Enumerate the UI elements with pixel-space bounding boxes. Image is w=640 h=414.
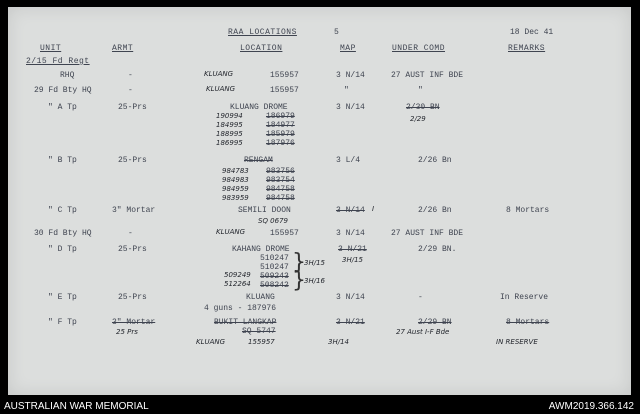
- unit-e-tp: " E Tp: [48, 293, 77, 302]
- ref-hw-b-1: 984783: [222, 167, 249, 175]
- ref-hw-a-2: 184995: [216, 121, 243, 129]
- comd-rhq: 27 AUST INF BDE: [391, 71, 464, 80]
- ref-b-3: 984758: [266, 185, 295, 194]
- loc-ref-30-bty: 155957: [270, 229, 299, 238]
- unit-a-tp: " A Tp: [48, 103, 77, 112]
- loc2-e-tp: 4 guns - 187976: [204, 304, 277, 313]
- ref-hw-d-1: 509249: [224, 271, 251, 279]
- ref-hw-b-3: 984959: [222, 185, 249, 193]
- page-number: 5: [334, 28, 339, 37]
- map-f-tp: 3 N/21: [336, 318, 365, 327]
- ref-hw-b-2: 984983: [222, 176, 249, 184]
- header-map: MAP: [340, 44, 356, 53]
- header-remarks: REMARKS: [508, 44, 546, 53]
- loc-ref-29-bty: 155957: [270, 86, 299, 95]
- ref-d-2: 510247: [260, 263, 289, 272]
- remarks-f-tp: 8 Mortars: [506, 318, 550, 327]
- header-location: LOCATION: [240, 44, 283, 53]
- ref-hw-a-1: 190994: [216, 112, 243, 120]
- armt-c-tp: 3" Mortar: [112, 206, 156, 215]
- comd-b-tp: 2/26 Bn: [418, 156, 452, 165]
- armt-d-tp: 25-Prs: [118, 245, 147, 254]
- loc-f-tp: BUKIT LANGKAP: [214, 318, 277, 327]
- armt-hw-f-tp: 25 Prs: [116, 328, 138, 336]
- map-d-tp: 3 N/21: [338, 245, 367, 254]
- armt-29-bty: -: [128, 86, 133, 95]
- document-page: [8, 7, 631, 395]
- loc-b-tp: RENGAM: [244, 156, 273, 165]
- loc-hw-29-bty: KLUANG: [206, 85, 236, 93]
- loc-hw-rhq: KLUANG: [204, 70, 234, 78]
- brace-1: }: [292, 250, 306, 275]
- header-armt: ARMT: [112, 44, 134, 53]
- remarks-e-tp: In Reserve: [500, 293, 549, 302]
- map-hw-c-tp: I: [372, 205, 375, 213]
- map-rhq: 3 N/14: [336, 71, 365, 80]
- ref-b-1: 983756: [266, 167, 295, 176]
- ref-a-3: 185979: [266, 130, 295, 139]
- footer-accession: AWM2019.366.142: [548, 401, 634, 412]
- ref-d-4: 508242: [260, 281, 289, 290]
- doc-title: RAA LOCATIONS: [228, 28, 297, 37]
- armt-30-bty: -: [128, 229, 133, 238]
- comd-a-tp: 2/30 BN: [406, 103, 440, 112]
- map-29-bty: ": [344, 86, 349, 95]
- remarks-hw-final: IN RESERVE: [496, 338, 538, 346]
- map-hw-final: 3H/14: [328, 338, 349, 346]
- unit-rhq: RHQ: [60, 71, 75, 80]
- unit-30-bty: 30 Fd Bty HQ: [34, 229, 92, 238]
- remarks-c-tp: 8 Mortars: [506, 206, 550, 215]
- ref-a-4: 187976: [266, 139, 295, 148]
- loc-c-tp: SEMILI DOON: [238, 206, 291, 215]
- comd-c-tp: 2/26 Bn: [418, 206, 452, 215]
- loc-ref-hw-final: 155957: [248, 338, 275, 346]
- loc-ref-rhq: 155957: [270, 71, 299, 80]
- map-30-bty: 3 N/14: [336, 229, 365, 238]
- loc-a-tp: KLUANG DROME: [230, 103, 288, 112]
- armt-e-tp: 25-Prs: [118, 293, 147, 302]
- footer-bar: [0, 399, 640, 414]
- comd-e-tp: -: [418, 293, 423, 302]
- unit-f-tp: " F Tp: [48, 318, 77, 327]
- map-a-tp: 3 N/14: [336, 103, 365, 112]
- unit-d-tp: " D Tp: [48, 245, 77, 254]
- map-e-tp: 3 N/14: [336, 293, 365, 302]
- loc-ref-f-tp: SQ 5747: [242, 327, 276, 336]
- comd-hw-a-tp: 2/29: [410, 115, 426, 123]
- loc-ref-c-tp: SQ 0679: [258, 217, 288, 225]
- unit-b-tp: " B Tp: [48, 156, 77, 165]
- loc-d-tp: KAHANG DROME: [232, 245, 290, 254]
- header-under-comd: UNDER COMD: [392, 44, 446, 53]
- unit-regt: 2/15 Fd Regt: [26, 57, 90, 66]
- ref-d-1: 510247: [260, 254, 289, 263]
- ref-hw-b-4: 983959: [222, 194, 249, 202]
- ref-b-2: 983754: [266, 176, 295, 185]
- ref-b-4: 984758: [266, 194, 295, 203]
- ref-hw-a-4: 186995: [216, 139, 243, 147]
- unit-29-bty: 29 Fd Bty HQ: [34, 86, 92, 95]
- ref-a-2: 184977: [266, 121, 295, 130]
- comd-hw-f-tp: 27 Aust I-F Bde: [396, 328, 450, 336]
- loc-hw-final: KLUANG: [196, 338, 226, 346]
- brace-note-2: 3H/16: [304, 277, 325, 285]
- comd-30-bty: 27 AUST INF BDE: [391, 229, 464, 238]
- ref-hw-a-3: 188995: [216, 130, 243, 138]
- footer-credit: AUSTRALIAN WAR MEMORIAL: [4, 401, 149, 412]
- unit-c-tp: " C Tp: [48, 206, 77, 215]
- doc-date: 18 Dec 41: [510, 28, 554, 37]
- armt-f-tp: 3" Mortar: [112, 318, 156, 327]
- comd-f-tp: 2/29 BN: [418, 318, 452, 327]
- comd-29-bty: ": [418, 86, 423, 95]
- ref-hw-d-2: 512264: [224, 280, 251, 288]
- loc-hw-30-bty: KLUANG: [216, 228, 246, 236]
- map-b-tp: 3 L/4: [336, 156, 361, 165]
- brace-note-1: 3H/15: [304, 259, 325, 267]
- ref-d-3: 509243: [260, 272, 289, 281]
- brace-2: }: [292, 268, 306, 293]
- map-hw-d-tp: 3H/15: [342, 256, 363, 264]
- comd-d-tp: 2/29 BN.: [418, 245, 457, 254]
- armt-a-tp: 25-Prs: [118, 103, 147, 112]
- header-unit: UNIT: [40, 44, 62, 53]
- map-c-tp: 3 N/14: [336, 206, 365, 215]
- armt-rhq: -: [128, 71, 133, 80]
- armt-b-tp: 25-Prs: [118, 156, 147, 165]
- loc-e-tp: KLUANG: [246, 293, 275, 302]
- ref-a-1: 186979: [266, 112, 295, 121]
